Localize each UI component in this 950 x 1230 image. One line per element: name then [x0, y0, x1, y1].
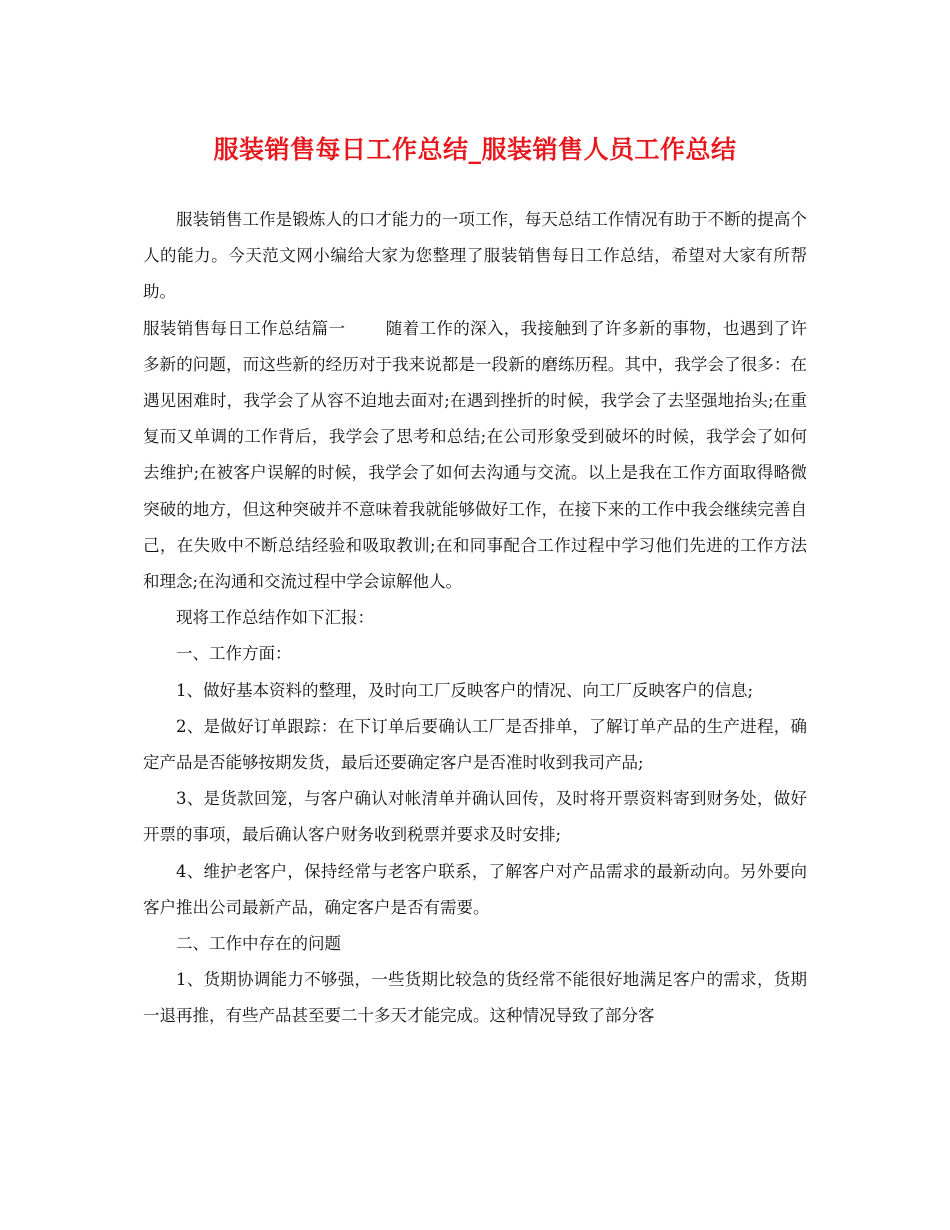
- section-body: 随着工作的深入，我接触到了许多新的事物，也遇到了许多新的问题，而这些新的经历对于我来说都是一段新的磨练历程。其中，我学会了很多：在遇见困难时，我学会了从容不迫地去面对;在遇到挫折的时候，我学会了去坚强地抬头;在重复而又单调的工作背后，我学会了思考和总结;在公司形象受到破坏的时候，我学会了如何去维护;在被客户误解的时候，我学会了如何去沟通与交流。以上是我在工作方面取得略微突破的地方，但这种突破并不意味着我就能够做好工作，在接下来的工作中我会继续完善自己，在失败中不断总结经验和吸取教训;在和同事配合工作过程中学习他们先进的工作方法和理念;在沟通和交流过程中学会谅解他人。: [143, 318, 808, 592]
- document-body: [143, 202, 807, 1035]
- part-one-item-4: 4、维护老客户，保持经常与老客户联系，了解客户对产品需求的最新动向。另外要向客户推出公司最新产品，确定客户是否有需要。: [143, 861, 807, 917]
- section-one-paragraph: [143, 311, 807, 601]
- intro-paragraph: 服装销售工作是锻炼人的口才能力的一项工作，每天总结工作情况有助于不断的提高个人的能力。今天范文网小编给大家为您整理了服装销售每日工作总结，希望对大家有所帮助。: [143, 210, 807, 302]
- part-one-item-2: 2、是做好订单跟踪：在下订单后要确认工厂是否排单，了解订单产品的生产进程，确定产品是否能够按期发货，最后还要确定客户是否准时收到我司产品;: [143, 716, 807, 773]
- section-heading: 服装销售每日工作总结篇一: [143, 318, 346, 338]
- part-two-heading: 二、工作中存在的问题: [176, 934, 341, 954]
- part-one-item-3: 3、是货款回笼，与客户确认对帐清单并确认回传，及时将开票资料寄到财务处，做好开票的事项，最后确认客户财务收到税票并要求及时安排;: [143, 789, 807, 845]
- report-intro-paragraph: 现将工作总结作如下汇报：: [176, 608, 374, 628]
- part-two-item-1: 1、货期协调能力不够强，一些货期比较急的货经常不能很好地满足客户的需求，货期一退再推，有些产品甚至要二十多天才能完成。这种情况导致了部分客: [143, 970, 807, 1026]
- part-one-heading: 一、工作方面：: [176, 644, 292, 664]
- document-title: 服装销售每日工作总结_服装销售人员工作总结: [213, 135, 737, 164]
- part-one-item-1: 1、做好基本资料的整理，及时向工厂反映客户的情况、向工厂反映客户的信息;: [176, 680, 754, 700]
